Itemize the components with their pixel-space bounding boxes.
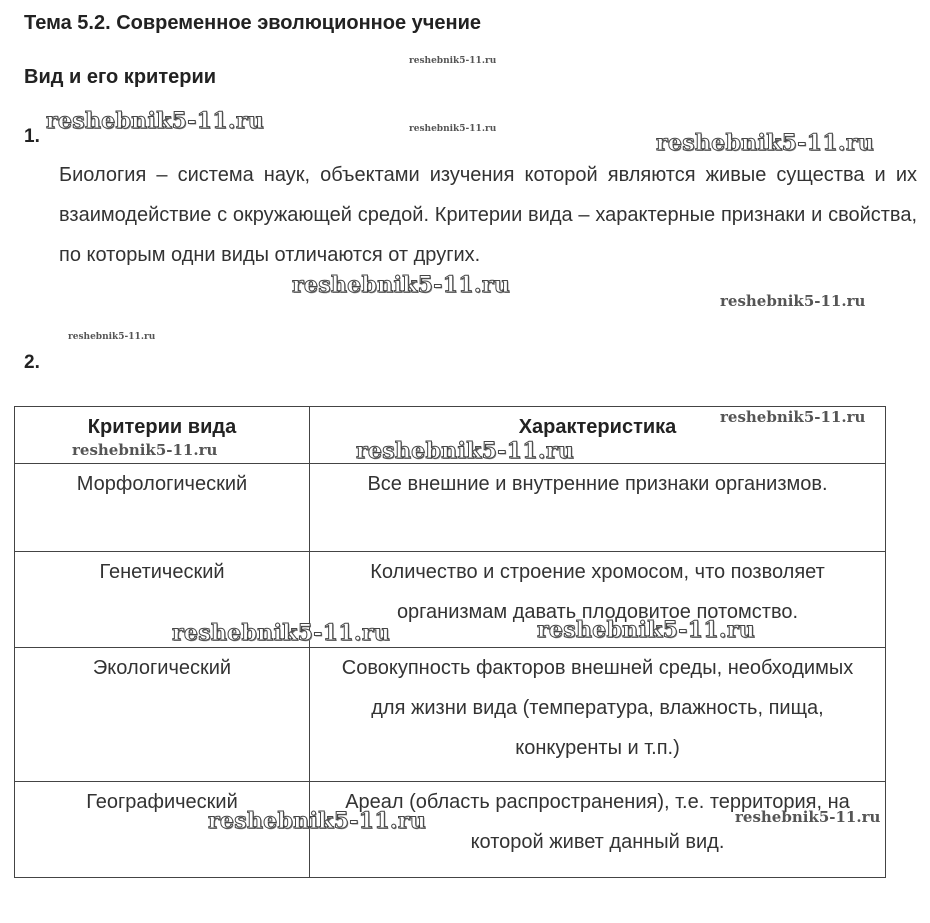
description-text: Совокупность факторов внешней среды, необходимых для жизни вида (температура, влажность, пища, конкуренты и т.п.) xyxy=(341,657,854,759)
watermark: reshebnik5-11.ru xyxy=(409,124,497,134)
criterion-text: Экологический xyxy=(92,657,232,679)
watermark: reshebnik5-11.ru xyxy=(208,808,427,834)
criterion-text: Морфологический xyxy=(76,473,248,495)
table-header-description: Характеристика xyxy=(310,407,886,464)
description-text: Количество и строение хромосом, что позволяет организмам давать плодовитое потомство. xyxy=(370,561,825,623)
watermark: reshebnik5-11.ru xyxy=(68,332,156,342)
description-text: Все внешние и внутренние признаки организмов. xyxy=(367,473,828,495)
topic-title: Тема 5.2. Современное эволюционное учение xyxy=(24,12,482,34)
watermark: reshebnik5-11.ru xyxy=(720,292,866,310)
item-1-paragraph: Биология – система наук, объектами изучения которой являются живые существа и их взаимодействие с окружающей средой. Критерии вида – характерные признаки и свойства, по которым одни виды отличаются от других. xyxy=(59,164,917,266)
section-title: Вид и его критерии xyxy=(24,66,217,88)
criterion-text: Генетический xyxy=(99,561,225,583)
watermark: reshebnik5-11.ru xyxy=(356,438,575,464)
watermark: reshebnik5-11.ru xyxy=(72,441,218,459)
watermark: reshebnik5-11.ru xyxy=(720,408,866,426)
table-header-criterion: Критерии вида xyxy=(15,407,310,464)
criterion-cell xyxy=(15,464,310,552)
item-2-number: 2. xyxy=(24,352,40,373)
watermark: reshebnik5-11.ru xyxy=(735,808,881,826)
watermark: reshebnik5-11.ru xyxy=(46,108,265,134)
description-text: Ареал (область распространения), т.е. территория, на которой живет данный вид. xyxy=(345,791,850,853)
description-cell xyxy=(310,648,886,782)
watermark: reshebnik5-11.ru xyxy=(409,56,497,66)
description-cell xyxy=(310,464,886,552)
table-row xyxy=(15,782,886,878)
table-row xyxy=(15,648,886,782)
criterion-cell xyxy=(15,648,310,782)
watermark: reshebnik5-11.ru xyxy=(292,272,511,298)
watermark: reshebnik5-11.ru xyxy=(656,130,875,156)
table-row xyxy=(15,464,886,552)
item-1-number: 1. xyxy=(24,126,40,147)
watermark: reshebnik5-11.ru xyxy=(537,617,756,643)
watermark: reshebnik5-11.ru xyxy=(172,620,391,646)
criterion-text: Географический xyxy=(86,791,238,813)
